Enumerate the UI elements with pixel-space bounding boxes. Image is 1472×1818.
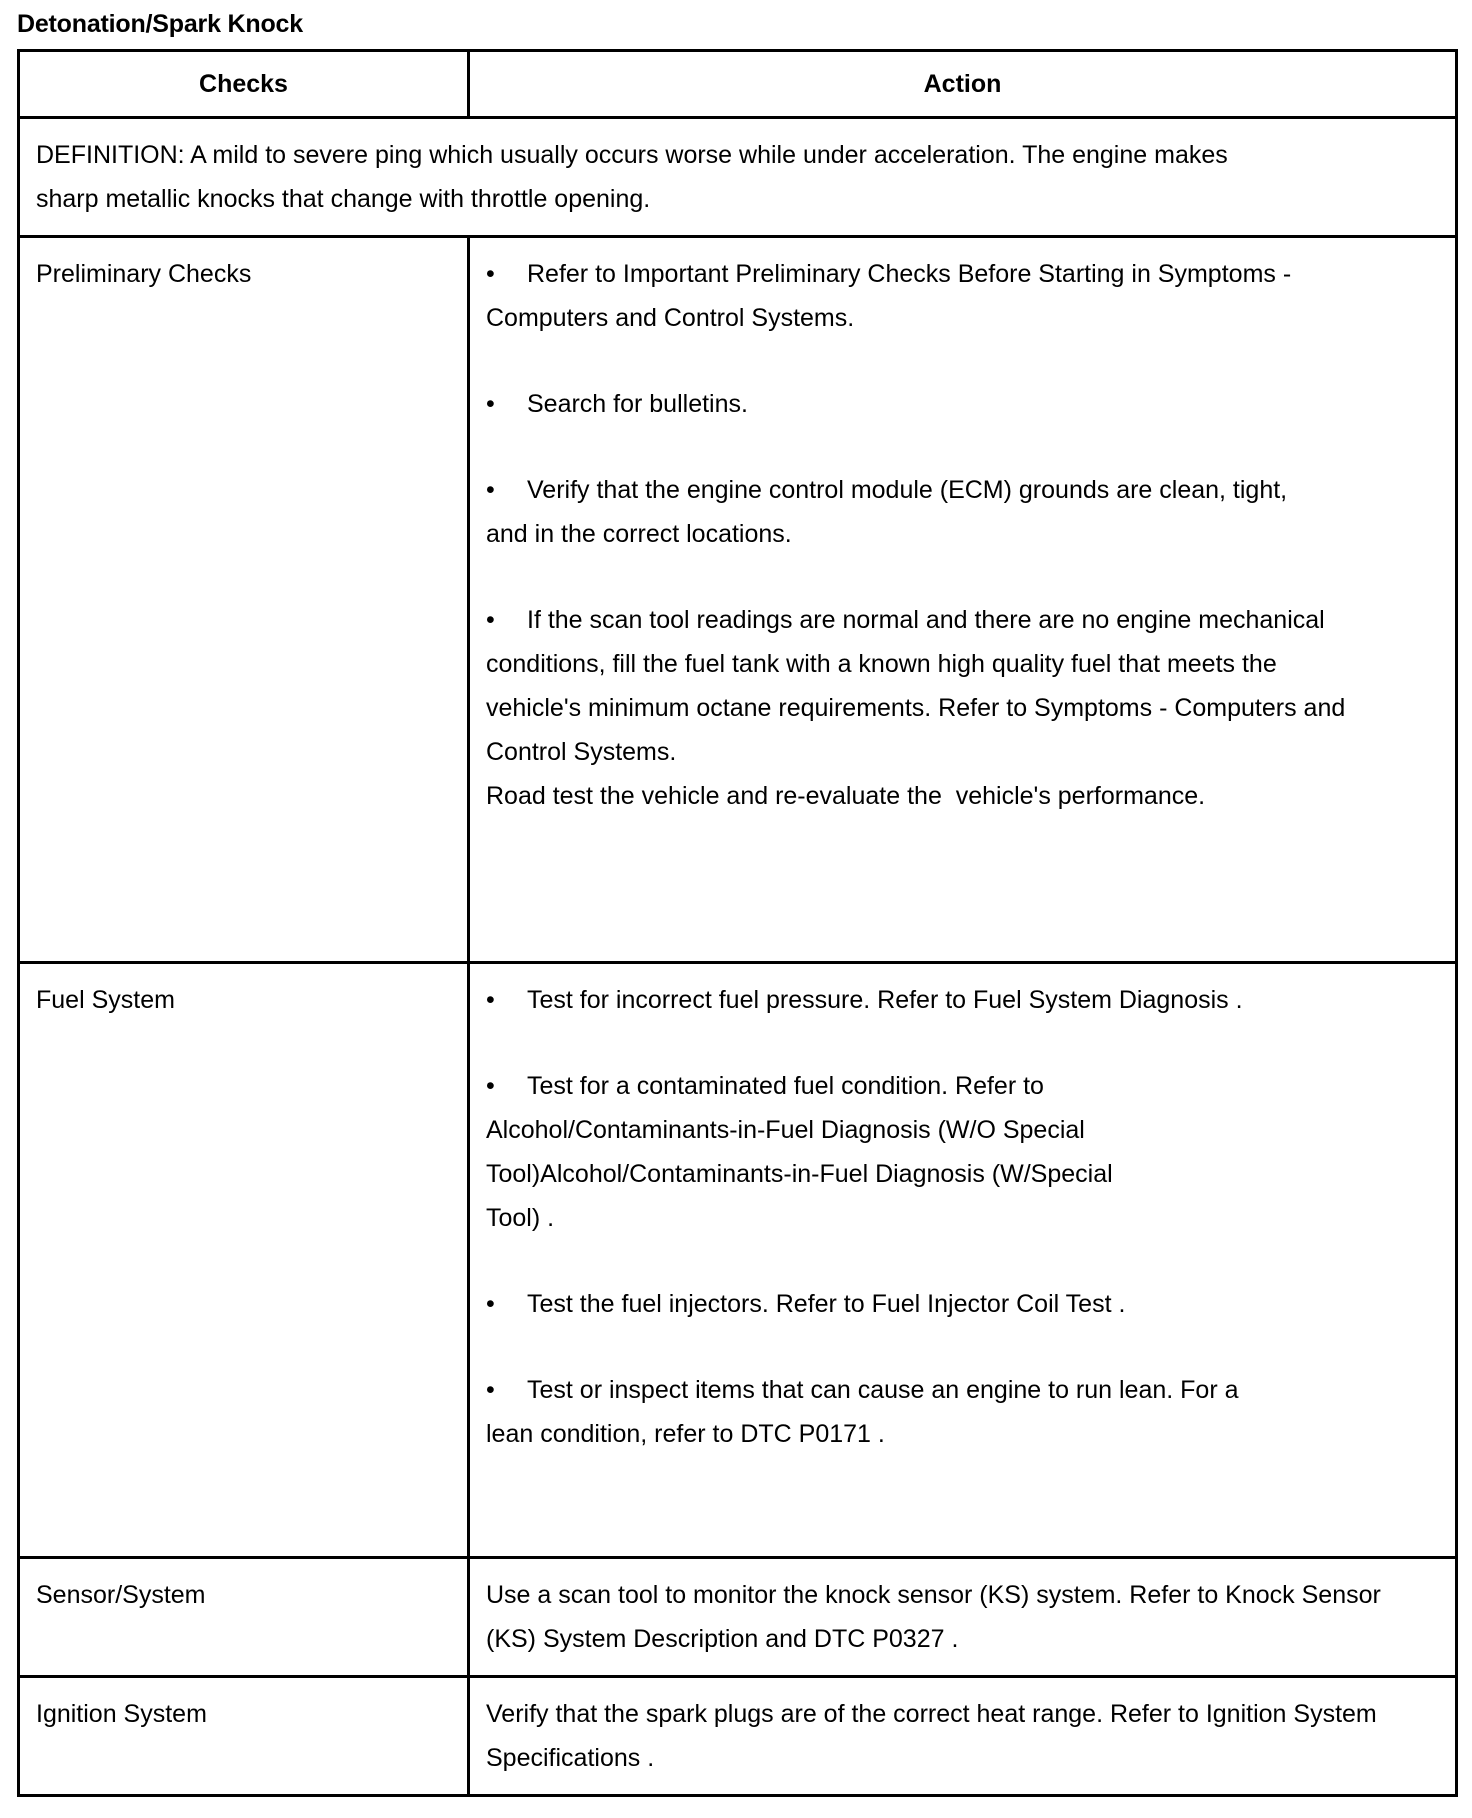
action-trailing-text: Road test the vehicle and re-evaluate the vehicle's performance. <box>486 782 1206 810</box>
check-cell-fuel <box>19 963 469 1558</box>
action-item: • Test for a contaminated fuel condition. Refer to Alcohol/Contaminants-in-Fuel Diagnosis (W/O Special Tool)Alcohol/Contaminants-in-Fuel Diagnosis (W/Special Tool) . <box>486 1064 1385 1240</box>
action-cell-preliminary <box>469 237 1457 963</box>
diagnostic-table <box>17 49 1458 1797</box>
definition-text: DEFINITION: A mild to severe ping which usually occurs worse while under acceleration. The engine makes sharp metallic knocks that change with throttle opening. <box>36 141 1228 213</box>
check-label-preliminary: Preliminary Checks <box>36 260 252 288</box>
document-title: Detonation/Spark Knock <box>17 10 303 38</box>
table-row <box>19 1677 1457 1796</box>
action-item: • Test or inspect items that can cause an engine to run lean. For a lean condition, refer to DTC P0171 . <box>486 1368 1385 1456</box>
action-cell-ignition <box>469 1677 1457 1796</box>
definition-cell <box>19 118 1457 237</box>
bullet-icon: • <box>486 1290 495 1318</box>
action-item: • Test the fuel injectors. Refer to Fuel Injector Coil Test . <box>486 1282 1385 1326</box>
table-row <box>19 963 1457 1558</box>
bullet-icon: • <box>486 606 495 634</box>
action-text-sensor: Use a scan tool to monitor the knock sensor (KS) system. Refer to Knock Sensor (KS) System Description and DTC P0327 . <box>486 1581 1381 1653</box>
table-row <box>19 1558 1457 1677</box>
bullet-icon: • <box>486 1072 495 1100</box>
action-item: • Test for incorrect fuel pressure. Refer to Fuel System Diagnosis . <box>486 978 1385 1022</box>
bullet-icon: • <box>486 390 495 418</box>
table-header-row <box>19 51 1457 118</box>
check-cell-sensor <box>19 1558 469 1677</box>
action-item: • Verify that the engine control module (ECM) grounds are clean, tight, and in the correct locations. <box>486 468 1385 556</box>
bullet-icon: • <box>486 986 495 1014</box>
check-label-sensor: Sensor/System <box>36 1581 206 1609</box>
column-header-action: Action <box>469 51 1457 118</box>
column-header-checks: Checks <box>19 51 469 118</box>
action-item: • Refer to Important Preliminary Checks Before Starting in Symptoms - Computers and Control Systems. <box>486 252 1385 340</box>
bullet-icon: • <box>486 260 495 288</box>
bullet-icon: • <box>486 1376 495 1404</box>
action-item: • If the scan tool readings are normal and there are no engine mechanical conditions, fill the fuel tank with a known high quality fuel that meets the vehicle's minimum octane requirements. Refer to Symptoms - Computers and Control Systems. <box>486 598 1385 774</box>
check-label-fuel: Fuel System <box>36 986 175 1014</box>
check-cell-preliminary <box>19 237 469 963</box>
definition-row <box>19 118 1457 237</box>
check-label-ignition: Ignition System <box>36 1700 207 1728</box>
action-cell-sensor <box>469 1558 1457 1677</box>
check-cell-ignition <box>19 1677 469 1796</box>
action-item: • Search for bulletins. <box>486 382 1385 426</box>
action-text-ignition: Verify that the spark plugs are of the correct heat range. Refer to Ignition System Specifications . <box>486 1700 1377 1772</box>
bullet-icon: • <box>486 476 495 504</box>
table-row <box>19 237 1457 963</box>
action-cell-fuel <box>469 963 1457 1558</box>
